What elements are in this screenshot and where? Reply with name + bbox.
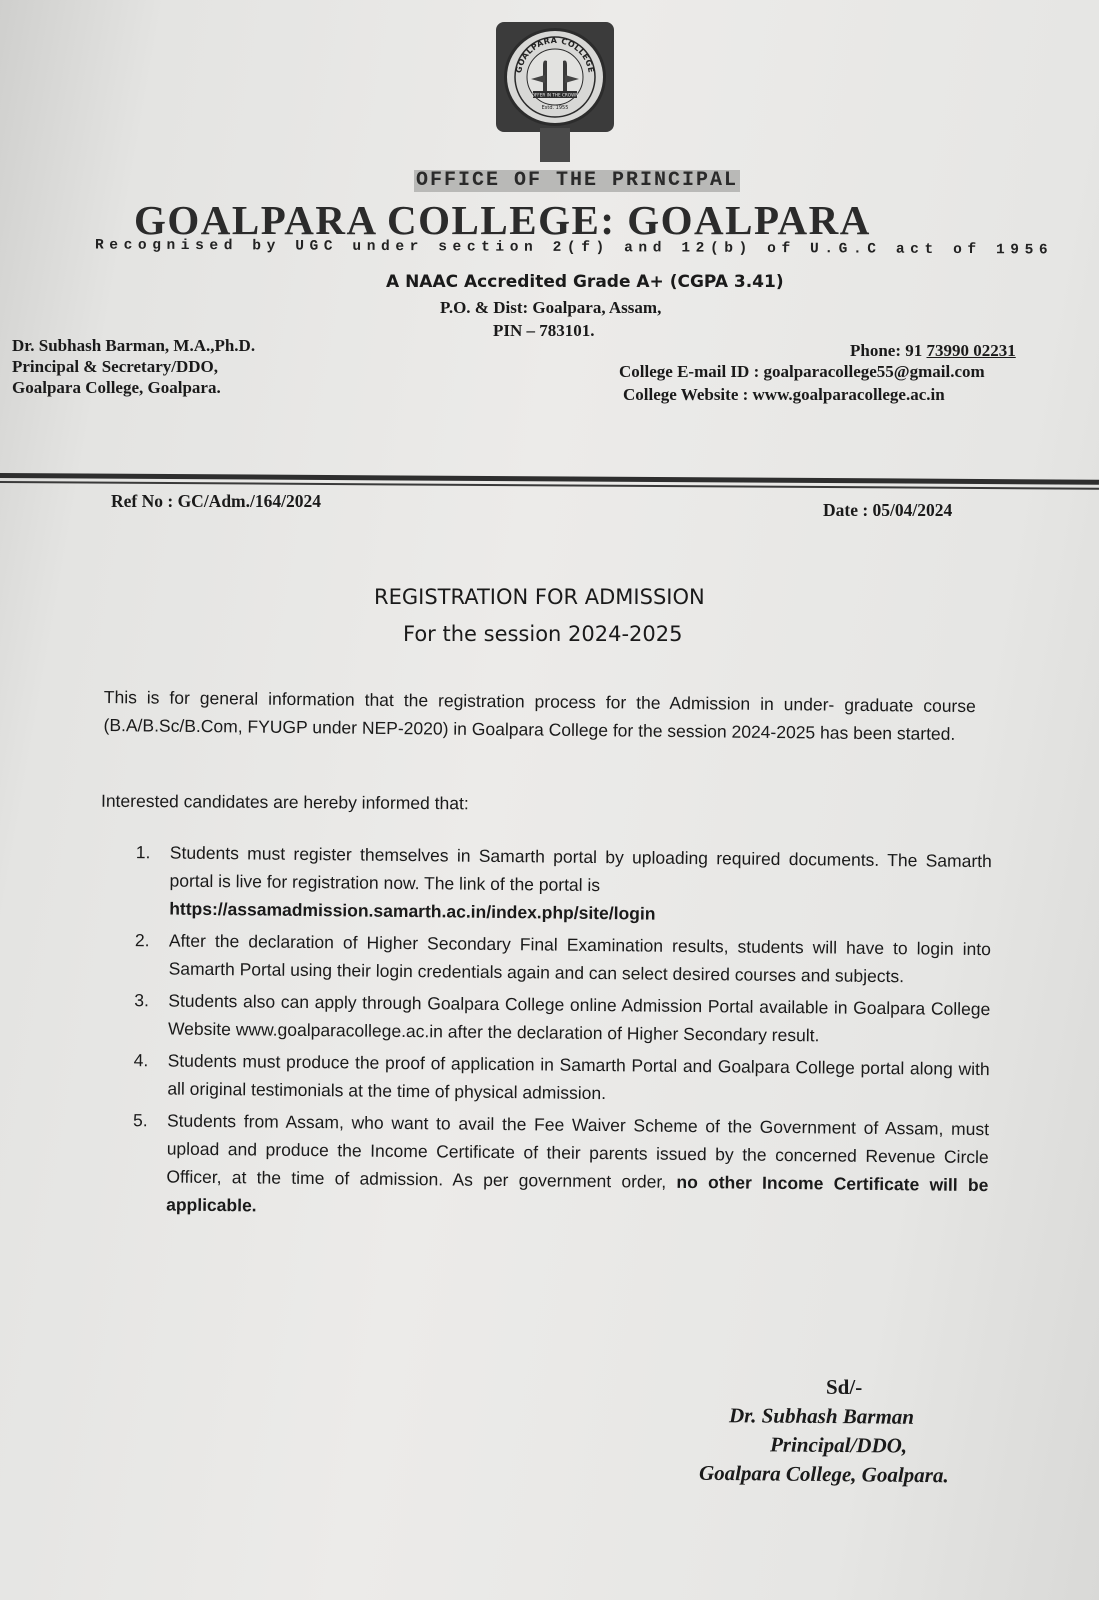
seal-ring-text: GOALPARA COLLEGE <box>514 35 596 74</box>
recognition-line: Recognised by UGC under section 2(f) and 12(b) of U.G.C act of 1956 <box>94 237 1054 259</box>
list-item <box>118 986 991 1051</box>
office-heading: OFFICE OF THE PRINCIPAL <box>416 169 739 192</box>
seal-banner-text: OFFER IN THE CROWN <box>531 92 579 98</box>
samarth-portal-link: https://assamadmission.samarth.ac.in/index.php/site/login <box>169 898 656 924</box>
signatory-name: Dr. Subhash Barman <box>728 1403 915 1429</box>
list-item <box>118 926 991 991</box>
principal-name: Dr. Subhash Barman, M.A.,Ph.D. <box>12 336 256 355</box>
item-text: Students must produce the proof of application in Samarth Portal and Goalpara College portal along with all original testimonials at the time of physical admission. <box>167 1050 990 1104</box>
reference-number: Ref No : GC/Adm./164/2024 <box>111 491 321 511</box>
website-label: College Website : <box>623 385 749 404</box>
signatory-title: Principal/DDO, <box>769 1432 908 1458</box>
notice-title: REGISTRATION FOR ADMISSION <box>374 585 705 609</box>
pin-code: PIN – 783101. <box>493 321 595 340</box>
item-number: 2. <box>134 930 150 951</box>
item-number: 5. <box>132 1110 148 1131</box>
principal-block <box>12 335 255 398</box>
naac-accreditation: A NAAC Accredited Grade A+ (CGPA 3.41) <box>386 272 784 292</box>
list-item <box>117 1046 990 1111</box>
phone-prefix: 91 <box>905 341 923 360</box>
phone-label: Phone: <box>850 341 901 360</box>
college-seal <box>504 28 606 126</box>
signature-sd: Sd/- <box>826 1375 863 1399</box>
principal-place: Goalpara College, Goalpara. <box>12 378 221 397</box>
item-text: Students from Assam, who want to avail the Fee Waiver Scheme of the Government of Assam, must upload and produce the Income Certificate of their parents issued by the concerned Revenue Circle Officer, at the time of admission. As per government order, <box>166 1110 990 1192</box>
candidates-intro: Interested candidates are hereby informed that: <box>100 790 469 814</box>
logo-stand <box>540 128 570 162</box>
item-number: 4. <box>133 1050 149 1071</box>
college-logo <box>496 22 614 132</box>
item-number: 1. <box>135 842 151 863</box>
website-line <box>623 384 945 406</box>
seal-estd-text: Estd. 1955 <box>541 105 569 111</box>
website-url: www.goalparacollege.ac.in <box>752 385 945 404</box>
email-line <box>619 361 985 383</box>
phone-number: 73990 02231 <box>926 341 1016 360</box>
item-number: 3. <box>134 990 150 1011</box>
college-name: GOALPARA COLLEGE: GOALPARA <box>134 197 871 243</box>
signatory-place: Goalpara College, Goalpara. <box>698 1460 949 1488</box>
item-text: Students also can apply through Goalpara College online Admission Portal available in Goalpara College Website www.goalparacollege.ac.in after the declaration of Higher Secondary result. <box>167 990 991 1046</box>
principal-role: Principal & Secretary/DDO, <box>12 357 219 376</box>
postal-address: P.O. & Dist: Goalpara, Assam, <box>440 298 662 317</box>
email-address: goalparacollege55@gmail.com <box>763 362 985 381</box>
instructions-list <box>116 838 992 1231</box>
item-bold-tail: no other Income Certificate will be applicable. <box>166 1171 989 1216</box>
list-item <box>119 838 992 931</box>
item-text: Students must register themselves in Samarth portal by uploading required documents. The Samarth portal is live for registration now. The link of the portal is <box>169 842 992 896</box>
intro-paragraph: This is for general information that the registration process for the Admission in under- graduate course (B.A/B.Sc/B.Com, FYUGP under NEP-2020) in Goalpara College for the session 2024-2025 has been started. <box>103 686 976 744</box>
notice-date: Date : 05/04/2024 <box>823 500 953 520</box>
email-label: College E-mail ID : <box>619 362 760 381</box>
list-item <box>116 1106 989 1227</box>
phone-line <box>850 340 1016 362</box>
notice-subtitle: For the session 2024-2025 <box>403 622 683 646</box>
item-text: After the declaration of Higher Secondary Final Examination results, students will have to login into Samarth Portal using their login credentials again and can select desired courses and subjects. <box>168 930 991 987</box>
